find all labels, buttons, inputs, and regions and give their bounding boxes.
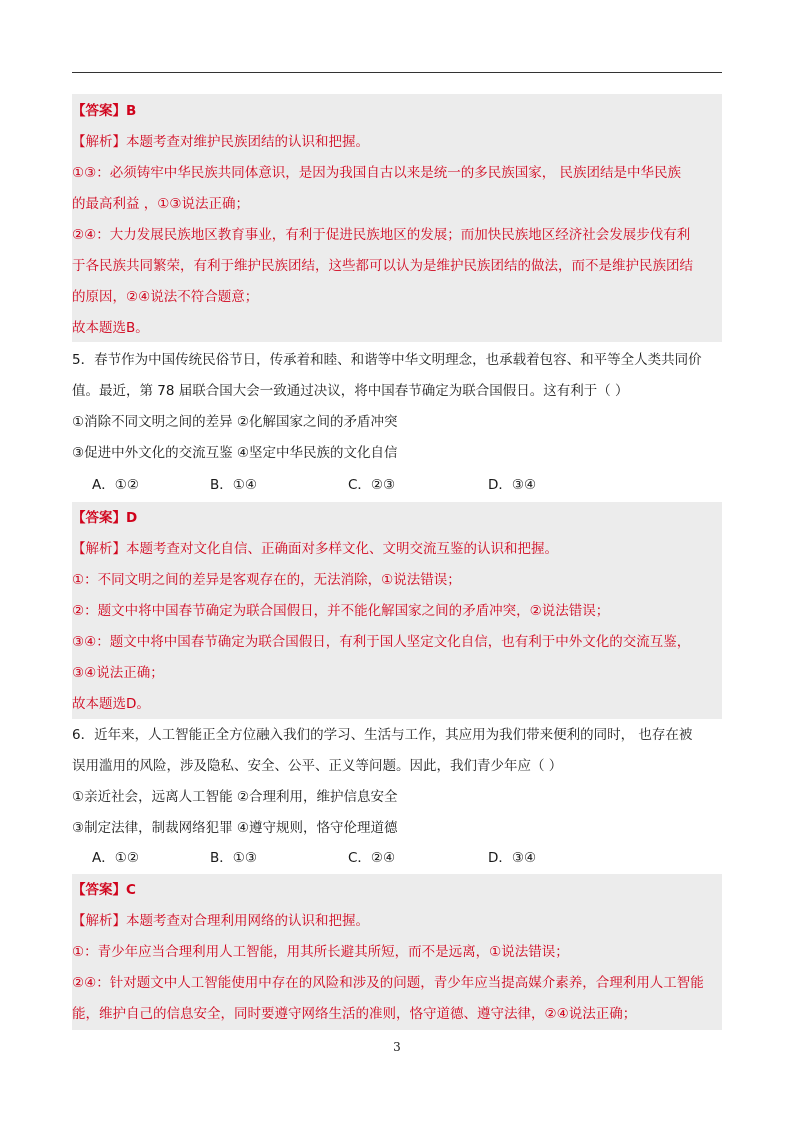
answer-label: 【答案】D: [72, 510, 138, 526]
conclusion-line: 故本题选D。: [72, 696, 150, 712]
analysis-line: ①：不同文明之间的差异是客观存在的，无法消除，①说法错误；: [72, 572, 461, 588]
analysis-line: 于各民族共同繁荣，有利于维护民族团结，这些都可以认为是维护民族团结的做法，而不是维护民族团结: [72, 258, 693, 274]
analysis-line: 的原因，②④说法不符合题意；: [72, 289, 259, 305]
question-statement: ①消除不同文明之间的差异 ②化解国家之间的矛盾冲突: [72, 414, 398, 430]
analysis-line: 的最高利益 ，①③说法正确；: [72, 196, 249, 212]
option-d: D．③④: [488, 850, 537, 866]
analysis-line: ③④说法正确；: [72, 665, 164, 681]
analysis-line: ②：题文中将中国春节确定为联合国假日，并不能化解国家之间的矛盾冲突，②说法错误；: [72, 603, 610, 619]
analysis-label: 【解析】本题考查对维护民族团结的认识和把握。: [72, 134, 369, 150]
question-stem: 5．春节作为中国传统民俗节日，传承着和睦、和谐等中华文明理念，也承载着包容、和平等全人类共同价: [72, 352, 702, 368]
option-b: B．①③: [210, 850, 257, 866]
question-stem: 6．近年来，人工智能正全方位融入我们的学习、生活与工作，其应用为我们带来便利的同时， 也存在被: [72, 727, 693, 743]
analysis-label: 【解析】本题考查对合理利用网络的认识和把握。: [72, 913, 369, 929]
question-stem: 值。最近，第 78 届联合国大会一致通过决议，将中国春节确定为联合国假日。这有利于（ ）: [72, 383, 629, 399]
question-stem: 误用滥用的风险，涉及隐私、安全、公平、正义等问题。因此，我们青少年应（ ）: [72, 758, 563, 774]
option-a: A．①②: [92, 850, 139, 866]
header-rule: [72, 72, 722, 73]
question-statement: ①亲近社会，远离人工智能 ②合理利用，维护信息安全: [72, 789, 398, 805]
answer-label: 【答案】B: [72, 103, 137, 119]
question-statement: ③制定法律，制裁网络犯罪 ④遵守规则，恪守伦理道德: [72, 820, 398, 836]
analysis-line: ②④：大力发展民族地区教育事业，有利于促进民族地区的发展；而加快民族地区经济社会发展步伐有利: [72, 227, 691, 243]
page-number: 3: [393, 1040, 401, 1054]
option-b: B．①④: [210, 477, 257, 493]
analysis-line: 能，维护自己的信息安全，同时要遵守网络生活的准则，恪守道德、遵守法律，②④说法正确；: [72, 1006, 637, 1022]
option-c: C．②③: [348, 477, 396, 493]
analysis-line: ③④：题文中将中国春节确定为联合国假日，有利于国人坚定文化自信，也有利于中外文化的交流互鉴，: [72, 634, 691, 650]
question-statement: ③促进中外文化的交流互鉴 ④坚定中华民族的文化自信: [72, 445, 398, 461]
analysis-line: ①③：必须铸牢中华民族共同体意识，是因为我国自古以来是统一的多民族国家， 民族团结是中华民族: [72, 165, 681, 181]
option-a: A．①②: [92, 477, 139, 493]
analysis-line: ②④：针对题文中人工智能使用中存在的风险和涉及的问题，青少年应当提高媒介素养，合理利用人工智能: [72, 975, 704, 991]
option-d: D．③④: [488, 477, 537, 493]
analysis-line: ①：青少年应当合理利用人工智能，用其所长避其所短，而不是远离，①说法错误；: [72, 944, 569, 960]
answer-label: 【答案】C: [72, 882, 136, 898]
option-c: C．②④: [348, 850, 396, 866]
analysis-label: 【解析】本题考查对文化自信、正确面对多样文化、文明交流互鉴的认识和把握。: [72, 541, 558, 557]
conclusion-line: 故本题选B。: [72, 320, 149, 336]
